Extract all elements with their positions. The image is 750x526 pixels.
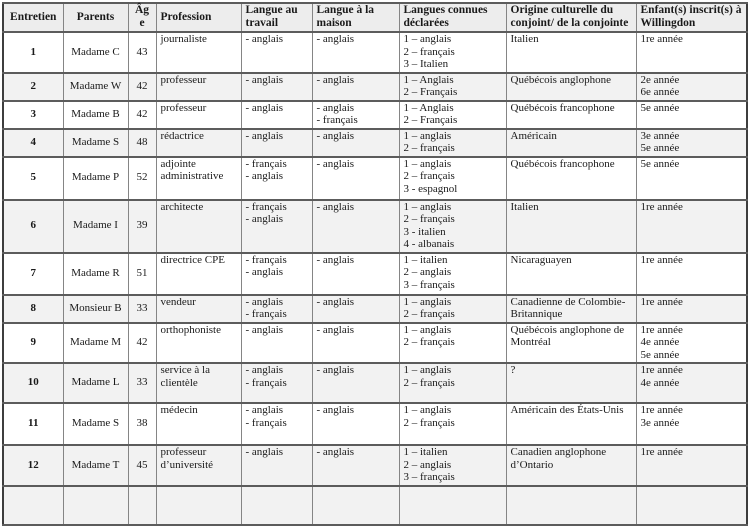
cell-line: - français [316, 114, 358, 126]
cell-langue_maison [312, 73, 399, 101]
cell-line: - anglais [245, 364, 284, 376]
cell-line: - anglais [245, 129, 284, 142]
cell-line: 3 - espagnol [403, 182, 458, 195]
cell-line: 1 – Anglais [403, 73, 454, 86]
cell-empty [506, 486, 636, 525]
cell-entretien: 4 [3, 129, 63, 157]
cell-profession: architecte [156, 200, 241, 253]
cell-empty [63, 486, 128, 525]
cell-langues_connues [399, 445, 506, 486]
cell-langue_travail [241, 403, 312, 445]
cell-parents: Madame W [63, 73, 128, 101]
cell-age: 51 [128, 253, 156, 295]
cell-parents: Monsieur B [63, 295, 128, 323]
cell-enfants [636, 445, 747, 486]
cell-line: - anglais [316, 295, 355, 308]
cell-line: 2 – anglais [403, 266, 452, 278]
cell-line: - anglais [316, 404, 355, 416]
cell-entretien: 7 [3, 253, 63, 295]
cell-langues_connues [399, 323, 506, 364]
cell-line: 1 – anglais [403, 364, 452, 376]
cell-langue_maison [312, 101, 399, 129]
cell-line: - anglais [245, 446, 284, 458]
cell-origine: Américain des États-Unis [506, 403, 636, 445]
column-header-profession: Profession [156, 3, 241, 32]
cell-profession: adjointe administrative [156, 157, 241, 200]
cell-langue_travail [241, 129, 312, 157]
cell-line: 2 – français [403, 170, 455, 182]
cell-enfants [636, 323, 747, 364]
cell-langue_maison [312, 32, 399, 73]
cell-line: - anglais [316, 101, 355, 114]
table-row [3, 73, 747, 101]
cell-line: - anglais [316, 33, 355, 45]
cell-langues_connues [399, 129, 506, 157]
cell-line: 3e année [640, 416, 680, 429]
cell-langues_connues [399, 73, 506, 101]
cell-line: 5e année [640, 142, 680, 154]
cell-langue_maison [312, 253, 399, 295]
cell-line: 3 – français [403, 278, 455, 291]
cell-entretien: 10 [3, 363, 63, 403]
cell-origine: Québécois francophone [506, 157, 636, 200]
cell-line: 6e année [640, 86, 680, 98]
cell-line: - anglais [316, 446, 355, 458]
cell-langue_travail [241, 323, 312, 364]
column-header-langue_maison: Langue à la maison [312, 3, 399, 32]
cell-line: - anglais [245, 266, 284, 278]
cell-line: 2 – français [403, 336, 455, 348]
cell-profession: professeur [156, 101, 241, 129]
cell-line: - anglais [316, 253, 355, 266]
cell-line: - français [245, 157, 287, 170]
cell-langue_maison [312, 200, 399, 253]
cell-empty [636, 486, 747, 525]
cell-line: 1re année [640, 33, 683, 45]
cell-line: 3 – Italien [403, 58, 449, 70]
cell-langues_connues [399, 253, 506, 295]
table-row [3, 32, 747, 73]
column-header-age: Âge [128, 3, 156, 32]
column-header-parents: Parents [63, 3, 128, 32]
cell-enfants [636, 101, 747, 129]
column-header-entretien: Entretien [3, 3, 63, 32]
cell-entretien: 3 [3, 101, 63, 129]
cell-langues_connues [399, 101, 506, 129]
cell-entretien: 11 [3, 403, 63, 445]
cell-age: 43 [128, 32, 156, 73]
cell-langue_travail [241, 295, 312, 323]
cell-age: 42 [128, 73, 156, 101]
cell-enfants [636, 73, 747, 101]
cell-empty [3, 486, 63, 525]
data-table [2, 2, 748, 526]
cell-langues_connues [399, 32, 506, 73]
cell-line: 1 – anglais [403, 295, 452, 308]
cell-line: - anglais [316, 129, 355, 142]
cell-line: - anglais [316, 200, 355, 213]
cell-line: - français [245, 253, 287, 266]
cell-langue_maison [312, 295, 399, 323]
cell-age: 39 [128, 200, 156, 253]
cell-line: 3 – français [403, 471, 455, 483]
cell-parents: Madame S [63, 403, 128, 445]
cell-line: 2 – français [403, 416, 455, 429]
cell-langues_connues [399, 157, 506, 200]
cell-profession: journaliste [156, 32, 241, 73]
cell-line: 1re année [640, 200, 683, 213]
cell-line: 1 – anglais [403, 33, 452, 45]
cell-line: 2 – français [403, 213, 455, 225]
cell-age: 52 [128, 157, 156, 200]
cell-origine: ? [506, 363, 636, 403]
table-row [3, 295, 747, 323]
cell-origine: Canadien anglophone d’Ontario [506, 445, 636, 486]
table-row [3, 323, 747, 364]
cell-line: - anglais [245, 323, 284, 336]
cell-line: - anglais [245, 33, 284, 45]
cell-line: - anglais [245, 213, 284, 225]
cell-empty [128, 486, 156, 525]
cell-profession: vendeur [156, 295, 241, 323]
cell-langue_travail [241, 32, 312, 73]
table-row [3, 363, 747, 403]
cell-line: - anglais [316, 323, 355, 336]
table-row [3, 129, 747, 157]
table-body [3, 32, 747, 486]
cell-origine: Italien [506, 200, 636, 253]
cell-line: 2 – français [403, 376, 455, 389]
cell-entretien: 1 [3, 32, 63, 73]
table-row [3, 445, 747, 486]
cell-line: 1 – italien [403, 253, 448, 266]
cell-line: - anglais [316, 364, 355, 376]
table-header [3, 3, 747, 32]
cell-langue_travail [241, 73, 312, 101]
cell-empty [312, 486, 399, 525]
cell-line: 4 - albanais [403, 238, 455, 250]
cell-origine: Québécois francophone [506, 101, 636, 129]
partial-row [3, 486, 747, 525]
cell-line: 5e année [640, 348, 680, 361]
cell-line: 2 – français [403, 308, 455, 320]
cell-langue_maison [312, 403, 399, 445]
table-footer [3, 486, 747, 525]
cell-langue_maison [312, 363, 399, 403]
cell-line: 1 – anglais [403, 323, 452, 336]
cell-line: 1re année [640, 446, 683, 458]
cell-langue_travail [241, 253, 312, 295]
cell-parents: Madame S [63, 129, 128, 157]
cell-profession: orthophoniste [156, 323, 241, 364]
cell-line: 3e année [640, 129, 680, 142]
cell-enfants [636, 32, 747, 73]
header-row [3, 3, 747, 32]
table-row [3, 101, 747, 129]
cell-entretien: 8 [3, 295, 63, 323]
cell-entretien: 5 [3, 157, 63, 200]
cell-line: - anglais [316, 157, 355, 170]
cell-age: 38 [128, 403, 156, 445]
column-header-langue_travail: Langue au travail [241, 3, 312, 32]
cell-langue_maison [312, 129, 399, 157]
cell-origine: Québécois anglophone [506, 73, 636, 101]
cell-line: 1re année [640, 323, 683, 336]
cell-age: 33 [128, 295, 156, 323]
table-row [3, 253, 747, 295]
cell-origine: Canadienne de Colombie-Britannique [506, 295, 636, 323]
column-header-enfants: Enfant(s) inscrit(s) à Willingdon [636, 3, 747, 32]
cell-langues_connues [399, 363, 506, 403]
cell-parents: Madame L [63, 363, 128, 403]
cell-langue_maison [312, 323, 399, 364]
cell-line: 2 – Français [403, 114, 458, 126]
cell-line: - anglais [245, 295, 284, 308]
cell-line: 2 – français [403, 45, 455, 58]
cell-langues_connues [399, 295, 506, 323]
cell-line: 1 – anglais [403, 129, 452, 142]
table-row [3, 200, 747, 253]
cell-langue_maison [312, 445, 399, 486]
cell-origine: Québécois anglophone de Montréal [506, 323, 636, 364]
cell-line: 5e année [640, 157, 680, 170]
cell-line: - anglais [316, 73, 355, 86]
table-row [3, 403, 747, 445]
cell-profession: rédactrice [156, 129, 241, 157]
cell-parents: Madame R [63, 253, 128, 295]
cell-line: - anglais [245, 404, 284, 416]
cell-langues_connues [399, 403, 506, 445]
column-header-origine: Origine culturelle du conjoint/ de la conjointe [506, 3, 636, 32]
cell-profession: professeur d’université [156, 445, 241, 486]
cell-langue_travail [241, 445, 312, 486]
cell-line: 1re année [640, 364, 683, 376]
cell-entretien: 9 [3, 323, 63, 364]
cell-age: 33 [128, 363, 156, 403]
cell-parents: Madame C [63, 32, 128, 73]
cell-enfants [636, 363, 747, 403]
column-header-langues_connues: Langues connues déclarées [399, 3, 506, 32]
cell-age: 48 [128, 129, 156, 157]
cell-line: 2 – anglais [403, 458, 452, 471]
cell-origine: Américain [506, 129, 636, 157]
cell-line: 1 – Anglais [403, 101, 454, 114]
cell-enfants [636, 253, 747, 295]
cell-langue_travail [241, 101, 312, 129]
cell-entretien: 12 [3, 445, 63, 486]
cell-langue_travail [241, 157, 312, 200]
cell-line: 1re année [640, 253, 683, 266]
cell-entretien: 2 [3, 73, 63, 101]
cell-origine: Italien [506, 32, 636, 73]
cell-line: 1 – anglais [403, 404, 452, 416]
cell-age: 42 [128, 101, 156, 129]
cell-langue_travail [241, 200, 312, 253]
cell-empty [241, 486, 312, 525]
cell-parents: Madame M [63, 323, 128, 364]
cell-profession: directrice CPE [156, 253, 241, 295]
cell-enfants [636, 157, 747, 200]
cell-line: 2 – français [403, 142, 455, 154]
cell-entretien: 6 [3, 200, 63, 253]
cell-line: - français [245, 200, 287, 213]
cell-line: 3 - italien [403, 225, 446, 238]
cell-profession: professeur [156, 73, 241, 101]
cell-line: 1re année [640, 404, 683, 416]
cell-line: 1 – italien [403, 446, 448, 458]
cell-enfants [636, 295, 747, 323]
cell-line: 1re année [640, 295, 683, 308]
cell-line: - français [245, 376, 287, 389]
cell-parents: Madame B [63, 101, 128, 129]
cell-line: - anglais [245, 101, 284, 114]
cell-age: 45 [128, 445, 156, 486]
cell-langue_travail [241, 363, 312, 403]
cell-line: 2e année [640, 73, 680, 86]
cell-line: 1 – anglais [403, 200, 452, 213]
cell-profession: service à la clientèle [156, 363, 241, 403]
cell-langues_connues [399, 200, 506, 253]
cell-parents: Madame I [63, 200, 128, 253]
cell-line: 2 – Français [403, 86, 458, 98]
cell-age: 42 [128, 323, 156, 364]
cell-parents: Madame P [63, 157, 128, 200]
cell-line: 4e année [640, 336, 680, 348]
cell-empty [156, 486, 241, 525]
cell-parents: Madame T [63, 445, 128, 486]
cell-langue_maison [312, 157, 399, 200]
cell-line: - français [245, 416, 287, 429]
cell-enfants [636, 403, 747, 445]
cell-enfants [636, 200, 747, 253]
cell-line: - anglais [245, 170, 284, 182]
cell-profession: médecin [156, 403, 241, 445]
cell-origine: Nicaraguayen [506, 253, 636, 295]
table-row [3, 157, 747, 200]
cell-empty [399, 486, 506, 525]
cell-enfants [636, 129, 747, 157]
cell-line: - anglais [245, 73, 284, 86]
cell-line: 4e année [640, 376, 680, 389]
cell-line: 5e année [640, 101, 680, 114]
cell-line: 1 – anglais [403, 157, 452, 170]
cell-line: - français [245, 308, 287, 320]
